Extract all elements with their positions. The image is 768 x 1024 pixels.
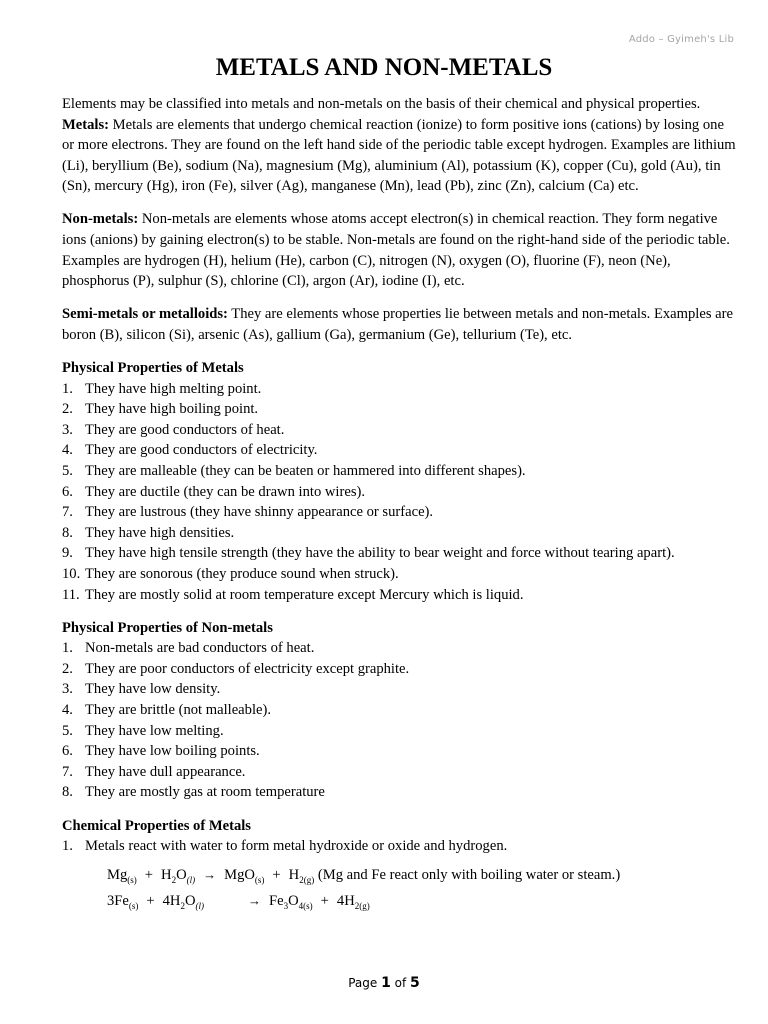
- list-text: They have low density.: [85, 681, 221, 698]
- list-item: [62, 523, 738, 544]
- list-text: They have high densities.: [85, 524, 235, 541]
- equation-note: (Mg and Fe react only with boiling water or steam.): [317, 866, 621, 883]
- list-number: 3.: [62, 421, 73, 438]
- list-text: They are mostly gas at room temperature: [85, 784, 325, 801]
- formula-fe: 3Fe: [107, 892, 129, 909]
- semimetals-text: They are elements whose properties lie between metals and non-metals. Examples are boron (B), silicon (Si), arsenic (As), gallium (Ga), germanium (Ge), tellurium (Te), etc.: [62, 306, 733, 343]
- plus-sign: +: [272, 866, 281, 883]
- state-label: (s): [128, 900, 139, 911]
- list-text: They are sonorous (they produce sound when struck).: [85, 565, 399, 582]
- list-text: They have dull appearance.: [85, 763, 246, 780]
- chemical-metals-heading: Chemical Properties of Metals: [62, 817, 251, 834]
- list-text: They are ductile (they can be drawn into wires).: [85, 483, 366, 500]
- list-number: 5.: [62, 463, 73, 479]
- formula-o: O: [176, 866, 187, 883]
- plus-sign: +: [146, 892, 155, 909]
- footer-of: of: [390, 976, 411, 990]
- list-item: [62, 420, 738, 441]
- list-number: 3.: [62, 681, 73, 698]
- subscript: 2: [171, 874, 177, 885]
- list-number: 1.: [62, 838, 73, 855]
- list-item: [62, 638, 738, 659]
- subscript: 2: [180, 900, 185, 911]
- semimetals-paragraph: [62, 304, 738, 345]
- list-number: 1.: [62, 640, 73, 657]
- formula-o: O: [288, 892, 299, 909]
- list-number: 7.: [62, 504, 73, 521]
- nonmetals-paragraph: [62, 209, 738, 291]
- equation-magnesium: [62, 862, 738, 888]
- subscript: 4: [298, 900, 304, 911]
- list-text: They are poor conductors of electricity except graphite.: [85, 660, 410, 677]
- physical-metals-list: [62, 379, 738, 606]
- current-page-number: 1: [381, 975, 391, 991]
- reaction-arrow-icon: →: [248, 892, 262, 908]
- list-item: [62, 564, 738, 585]
- list-number: 2.: [62, 660, 73, 677]
- formula-h: H: [288, 866, 300, 883]
- list-item: [62, 399, 738, 420]
- running-header: Addo – Gyimeh's Lib: [628, 34, 734, 45]
- formula-mg: Mg: [107, 866, 128, 883]
- list-text: Metals react with water to form metal hydroxide or oxide and hydrogen.: [85, 838, 508, 855]
- footer-prefix: Page: [348, 976, 382, 990]
- state-label: (s): [254, 874, 265, 885]
- list-item: [62, 836, 738, 857]
- list-text: Non-metals are bad conductors of heat.: [85, 640, 315, 657]
- state-label: (s): [303, 900, 313, 911]
- chemical-metals-list: [62, 836, 738, 857]
- page-footer: [0, 975, 768, 991]
- metals-label: Metals:: [62, 116, 110, 133]
- list-number: 5.: [62, 722, 73, 739]
- physical-nonmetals-list: [62, 638, 738, 803]
- list-item: [62, 721, 738, 742]
- list-text: They are malleable (they can be beaten or hammered into different shapes).: [85, 463, 526, 479]
- total-pages: 5: [410, 975, 420, 991]
- formula-o: O: [184, 892, 196, 909]
- state-label: (g): [359, 900, 370, 911]
- subscript: 2: [299, 874, 304, 885]
- list-number: 9.: [62, 545, 73, 562]
- state-label: (s): [127, 874, 137, 885]
- list-item: [62, 461, 738, 482]
- list-item: [62, 782, 738, 803]
- list-text: They are lustrous (they have shinny appearance or surface).: [85, 504, 434, 521]
- list-item: [62, 440, 738, 461]
- list-text: They are good conductors of heat.: [85, 421, 285, 438]
- page-title: METALS AND NON-METALS: [215, 54, 553, 81]
- list-text: They are brittle (not malleable).: [85, 702, 271, 719]
- list-number: 6.: [62, 743, 73, 760]
- plus-sign: +: [320, 892, 329, 909]
- physical-metals-heading: Physical Properties of Metals: [62, 360, 244, 377]
- state-label: (l): [195, 900, 205, 911]
- reaction-arrow-icon: →: [203, 866, 217, 882]
- list-text: They have low boiling points.: [85, 743, 260, 760]
- list-number: 4.: [62, 702, 73, 719]
- list-number: 7.: [62, 763, 73, 780]
- list-number: 4.: [62, 442, 73, 459]
- metals-paragraph: [62, 115, 738, 197]
- list-text: They have high boiling point.: [85, 401, 259, 418]
- list-item: [62, 379, 738, 400]
- document-body: [62, 94, 738, 914]
- nonmetals-text: Non-metals are elements whose atoms accept electron(s) in chemical reaction. They form negative ions (anions) by gaining electron(s) to be stable. Non-metals are found on the right-hand side of the periodic table. Examples are hydrogen (H), helium (He), carbon (C), nitrogen (N), oxygen (O), fluorine (F), neon (Ne), phosphorus (P), sulphur (S), chlorine (Cl), argon (Ar), iodine (I), etc.: [62, 211, 730, 290]
- semimetals-label: Semi-metals or metalloids:: [62, 306, 228, 323]
- list-number: 8.: [62, 784, 73, 801]
- formula-h: 4H: [336, 892, 355, 909]
- formula-h: H: [161, 866, 172, 883]
- subscript: 2: [354, 900, 360, 911]
- list-text: They are good conductors of electricity.: [85, 442, 318, 459]
- list-item: [62, 502, 738, 523]
- plus-sign: +: [144, 866, 154, 883]
- state-label: (l): [186, 874, 196, 885]
- list-number: 2.: [62, 401, 73, 418]
- list-item: [62, 585, 738, 606]
- equation-iron: [62, 888, 738, 914]
- list-text: They have high tensile strength (they have the ability to bear weight and force without tearing apart).: [85, 545, 675, 562]
- intro-paragraph: Elements may be classified into metals and non-metals on the basis of their chemical and physical properties.: [62, 96, 701, 112]
- list-number: 11.: [62, 586, 80, 603]
- list-item: [62, 482, 738, 503]
- formula-h: 4H: [162, 892, 181, 909]
- list-text: They have high melting point.: [85, 380, 262, 397]
- subscript: 3: [283, 900, 289, 911]
- physical-nonmetals-heading: Physical Properties of Non-metals: [62, 619, 273, 636]
- list-number: 1.: [62, 380, 73, 397]
- list-text: They are mostly solid at room temperature except Mercury which is liquid.: [85, 586, 524, 603]
- list-item: [62, 543, 738, 564]
- state-label: (g): [303, 874, 315, 885]
- list-item: [62, 659, 738, 680]
- formula-fe: Fe: [269, 892, 284, 909]
- list-item: [62, 679, 738, 700]
- list-number: 10.: [62, 565, 81, 582]
- list-item: [62, 741, 738, 762]
- metals-text: Metals are elements that undergo chemical reaction (ionize) to form positive ions (cations) by losing one or more electrons. They are found on the left hand side of the periodic table except hydrogen. Examples are lithium (Li), beryllium (Be), sodium (Na), magnesium (Mg), aluminium (Al), potassium (K), copper (Cu), gold (Au), tin (Sn), mercury (Hg), iron (Fe), silver (Ag), manganese (Mn), lead (Pb), zinc (Zn), calcium (Ca) etc.: [62, 116, 736, 195]
- list-item: [62, 700, 738, 721]
- list-number: 8.: [62, 524, 73, 541]
- list-item: [62, 762, 738, 783]
- formula-mgo: MgO: [224, 866, 255, 883]
- list-number: 6.: [62, 483, 73, 500]
- list-text: They have low melting.: [85, 722, 224, 739]
- nonmetals-label: Non-metals:: [62, 211, 139, 228]
